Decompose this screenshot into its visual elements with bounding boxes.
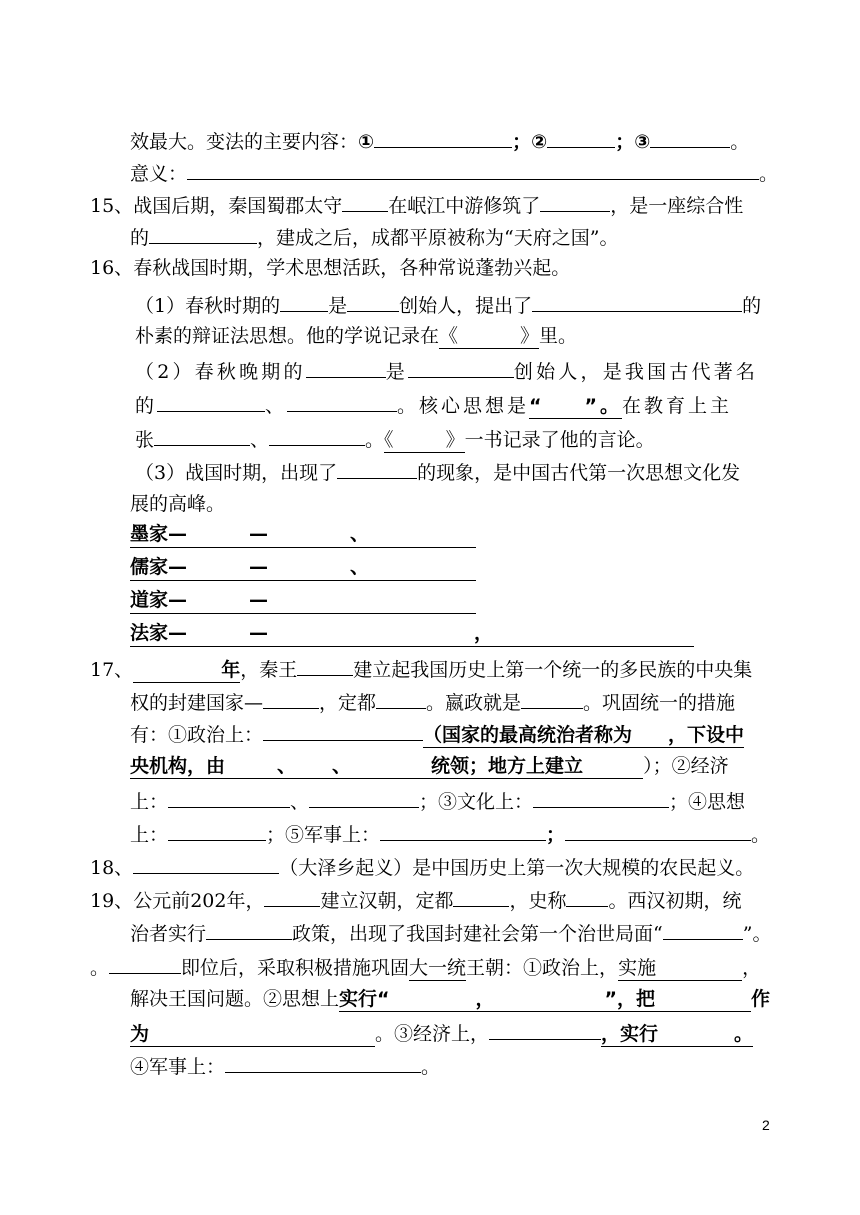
text: —	[249, 556, 269, 578]
question-20-l4	[130, 1050, 440, 1082]
school-legalist	[130, 620, 694, 647]
text: 大一统	[409, 957, 467, 979]
question-number: 。	[90, 957, 110, 979]
q16-part-2-cont2	[135, 423, 655, 455]
text: 上：	[130, 791, 169, 813]
text: 春秋战国时期，学术思想活跃，各种常说蓬勃兴起。	[133, 257, 571, 279]
question-number: 16、	[90, 257, 134, 279]
text: 墨家—	[130, 523, 188, 545]
q16-part-2-cont	[135, 389, 732, 421]
blank[interactable]	[380, 818, 546, 841]
blank[interactable]	[337, 456, 417, 479]
question-19-cont	[130, 917, 771, 949]
text: ①	[358, 131, 375, 153]
blank[interactable]	[547, 125, 615, 148]
text: 朴素的辩证法思想。他的学说记录在	[135, 325, 440, 347]
text: （3）战国时期，出现了	[135, 462, 338, 484]
text: ④军事上：	[130, 1056, 226, 1078]
blank[interactable]	[342, 189, 388, 212]
question-20-l3	[130, 1017, 753, 1049]
text: 一书记录了他的言论。	[464, 429, 655, 451]
text: 在岷江中游修筑了	[388, 195, 541, 217]
blank[interactable]	[263, 718, 423, 741]
text: （国家的最高统治者称为	[423, 724, 633, 746]
blank[interactable]	[269, 423, 365, 446]
question-15	[90, 189, 743, 221]
blank[interactable]	[521, 686, 583, 709]
text: 。	[759, 163, 779, 185]
q16-part-3-cont	[130, 489, 225, 519]
text: 。巩固统一的措施	[583, 692, 736, 714]
text: 。西汉初期，统	[608, 890, 742, 912]
text: ，	[475, 988, 495, 1010]
text: 在教育上主	[622, 395, 733, 417]
text: ”。	[742, 923, 772, 945]
text: 》	[520, 325, 540, 347]
blank[interactable]	[408, 355, 514, 378]
text: —	[249, 589, 269, 611]
blank[interactable]	[168, 818, 266, 841]
blank[interactable]	[133, 851, 279, 874]
text: ）；②经济	[643, 755, 729, 777]
question-number: 15、	[90, 195, 134, 217]
text: 道家—	[130, 589, 188, 611]
blank[interactable]	[374, 125, 512, 148]
question-17-l5	[130, 785, 745, 817]
reform-content-line	[130, 125, 749, 157]
q16-part-1-cont	[135, 321, 577, 351]
text: 、	[277, 755, 297, 777]
text: ，是一座综合性	[610, 195, 744, 217]
text: 、	[290, 791, 310, 813]
text: （1）春秋时期的	[135, 295, 281, 317]
blank[interactable]	[187, 157, 759, 180]
question-18	[90, 851, 754, 883]
blank[interactable]	[533, 785, 669, 808]
text: 张	[135, 429, 155, 451]
text: 上：	[130, 824, 169, 846]
question-16	[90, 253, 570, 283]
blank[interactable]	[206, 917, 292, 940]
blank[interactable]	[263, 686, 319, 709]
text: 实施	[618, 957, 657, 979]
question-17-l4	[130, 751, 729, 781]
text: 。	[734, 1023, 754, 1045]
blank[interactable]	[225, 1050, 421, 1073]
text: 。嬴政就是	[426, 692, 522, 714]
text: 》	[445, 429, 465, 451]
question-17-l6	[130, 818, 770, 850]
question-17-l2	[130, 686, 735, 718]
text: 里。	[539, 325, 578, 347]
blank[interactable]	[149, 221, 257, 244]
text: ，	[742, 957, 762, 979]
text: ；②	[512, 131, 548, 153]
text: —	[249, 622, 269, 644]
text: ，史称	[509, 890, 567, 912]
text: ”，把	[604, 988, 656, 1010]
text: 、	[350, 556, 370, 578]
text: 王朝：①政治上，	[466, 957, 619, 979]
text: —	[249, 523, 269, 545]
question-17-l3	[130, 718, 744, 750]
blank[interactable]	[532, 289, 742, 312]
text: 解决王国问题。②思想上	[130, 988, 340, 1010]
question-20	[90, 951, 761, 983]
text: 央机构，由	[130, 755, 226, 777]
question-19	[90, 884, 742, 916]
blank[interactable]	[168, 785, 290, 808]
text: （2）春秋晚期的	[135, 361, 306, 383]
text: 的	[130, 227, 150, 249]
question-number: 18、	[90, 857, 134, 879]
school-daoist	[130, 587, 476, 614]
school-confucian	[130, 554, 476, 581]
text: 。③经济上，	[375, 1023, 490, 1045]
text: 。	[421, 1056, 441, 1078]
text: 年	[221, 659, 241, 681]
text: 、	[350, 523, 370, 545]
blank[interactable]	[109, 951, 181, 974]
school-mohist	[130, 521, 476, 548]
question-17	[90, 653, 752, 685]
question-20-l2	[130, 984, 770, 1014]
text: ，	[474, 622, 494, 644]
question-15-cont	[130, 221, 618, 253]
page-number: 2	[762, 1117, 770, 1133]
blank[interactable]	[566, 884, 608, 907]
blank[interactable]	[347, 289, 399, 312]
text: 、	[265, 395, 288, 417]
text: ；③文化上：	[419, 791, 534, 813]
text: 儒家—	[130, 556, 188, 578]
blank[interactable]	[453, 884, 509, 907]
text: 《	[439, 325, 459, 347]
text: 为	[130, 1023, 150, 1045]
text: ，定都	[319, 692, 377, 714]
text: ，建成之后，成都平原被称为“天府之国”。	[257, 227, 619, 249]
text: 创始人，提出了	[399, 295, 533, 317]
blank[interactable]	[540, 189, 610, 212]
text: ，实行	[601, 1023, 659, 1045]
text: 的	[135, 395, 158, 417]
text: ；③	[615, 131, 651, 153]
text: 是	[385, 361, 408, 383]
blank[interactable]	[489, 1017, 601, 1040]
q16-part-1	[135, 289, 761, 321]
text: 《	[384, 429, 394, 451]
text: ；④思想	[669, 791, 746, 813]
text: “	[529, 395, 545, 417]
text: 的	[742, 295, 762, 317]
text: ”。	[584, 395, 623, 417]
text: 。	[730, 131, 750, 153]
blank[interactable]	[264, 884, 320, 907]
text: 。核心思想是	[397, 395, 530, 417]
text: 战国后期，秦国蜀郡太守	[133, 195, 343, 217]
text: 法家—	[130, 622, 188, 644]
text: 展的高峰。	[130, 493, 226, 515]
text: 是	[328, 295, 348, 317]
q16-part-2	[135, 355, 758, 387]
question-number: 17、	[90, 659, 134, 681]
text: 权的封建国家—	[130, 692, 264, 714]
text: 有：①政治上：	[130, 724, 264, 746]
q16-part-3	[135, 456, 740, 488]
blank[interactable]	[306, 355, 386, 378]
text: （大泽乡起义）是中国历史上第一次大规模的农民起义。	[279, 857, 755, 879]
blank[interactable]	[287, 389, 397, 412]
blank[interactable]	[154, 423, 250, 446]
text: 的现象，是中国古代第一次思想文化发	[417, 462, 741, 484]
text: 建立起我国历史上第一个统一的多民族的中央集	[353, 659, 753, 681]
blank[interactable]	[663, 917, 743, 940]
text: 政策，出现了我国封建社会第一个治世局面“	[292, 923, 663, 945]
blank[interactable]	[157, 389, 265, 412]
text: 统领；地方上建立	[431, 755, 584, 777]
text: 创始人，是我国古代著名	[513, 361, 759, 383]
blank[interactable]	[650, 125, 730, 148]
question-number: 19、	[90, 890, 134, 912]
text: 效最大。变法的主要内容：	[130, 131, 359, 153]
text: 意义：	[130, 163, 188, 185]
text: 公元前202年，	[133, 890, 265, 912]
blank[interactable]	[565, 818, 751, 841]
significance-line	[130, 157, 778, 189]
blank[interactable]	[297, 653, 353, 676]
blank[interactable]	[280, 289, 328, 312]
text: ，秦王	[240, 659, 298, 681]
text: ，下设中	[668, 724, 745, 746]
text: 、	[250, 429, 270, 451]
text: ；⑤军事上：	[266, 824, 381, 846]
text: ；	[546, 824, 566, 846]
text: 即位后，采取积极措施巩固	[181, 957, 410, 979]
text: 。	[751, 824, 771, 846]
text: 实行“	[339, 988, 390, 1010]
text: 、	[332, 755, 352, 777]
text: 。	[365, 429, 385, 451]
text: 治者实行	[130, 923, 207, 945]
text: 作	[751, 988, 771, 1010]
blank[interactable]	[376, 686, 426, 709]
blank[interactable]	[309, 785, 419, 808]
text: 建立汉朝，定都	[320, 890, 454, 912]
